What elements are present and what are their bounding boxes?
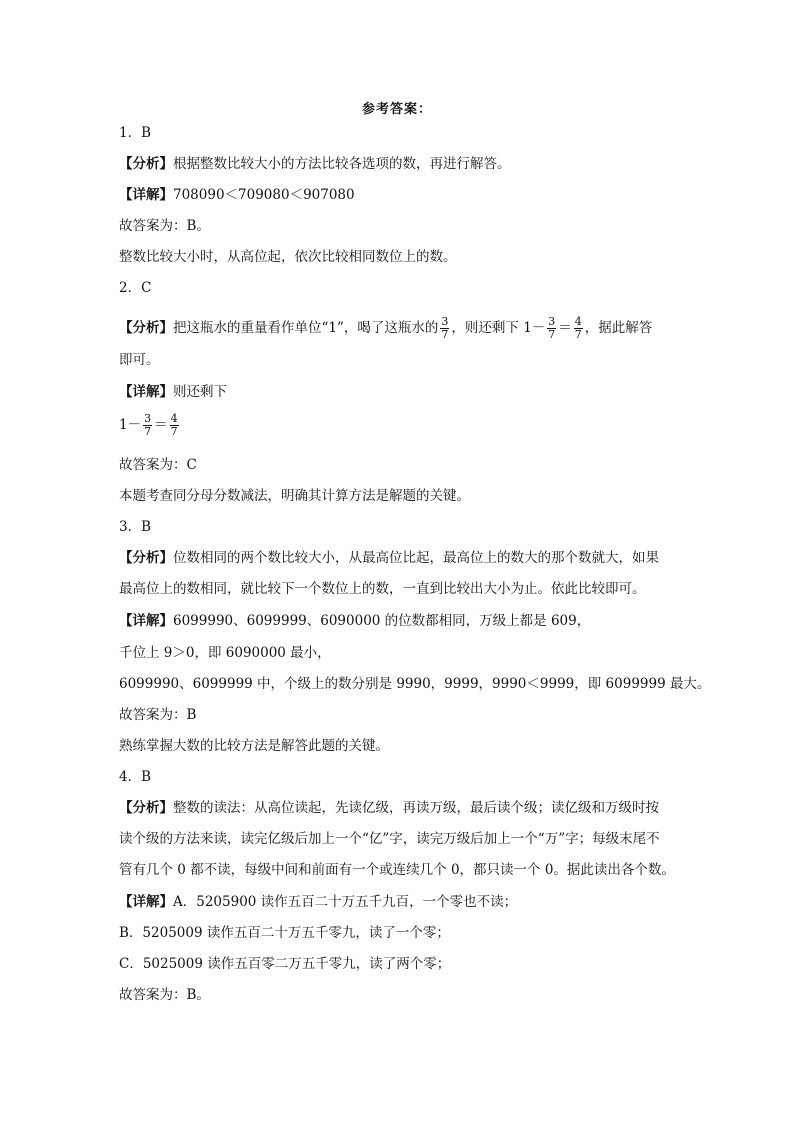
- q2-analysis-line2: 即可。: [119, 352, 160, 368]
- fraction-three-sevenths: [440, 316, 449, 341]
- analysis-tag: 【分析】: [119, 800, 173, 816]
- q2-head: 2．C: [119, 280, 152, 296]
- calc-text-a: 1－: [119, 417, 142, 433]
- q2-note: 本题考查同分母分数减法，明确其计算方法是解题的关键。: [119, 488, 470, 504]
- q4-detail-text: A．5205900 读作五百二十万五千九百，一个零也不读；: [173, 894, 518, 910]
- q4-analysis-line3: 管有几个 0 都不读，每级中间和前面有一个或连续几个 0，都只读一个 0。据此读出各个数。: [119, 862, 675, 878]
- fraction-denominator: 7: [144, 425, 152, 438]
- q3-detail-line2: 千位上 9＞0，即 6090000 最小，: [119, 645, 331, 661]
- fraction-four-sevenths: [170, 413, 179, 438]
- q2-analysis-text-a: 把这瓶水的重量看作单位“1”，喝了这瓶水的: [173, 320, 439, 336]
- q4-detail: [119, 892, 679, 912]
- q4-analysis: [119, 798, 679, 818]
- q1-answer: 故答案为：B。: [119, 218, 210, 234]
- analysis-tag: 【分析】: [119, 550, 173, 566]
- q3-detail-line3: 6099990、6099999 中，个级上的数分别是 9990，9999，9990＜9999，即 6099999 最大。: [119, 676, 711, 692]
- analysis-tag: 【分析】: [119, 156, 173, 172]
- analysis-tag: 【分析】: [119, 320, 173, 336]
- fraction-numerator: 3: [548, 315, 556, 328]
- fraction-three-sevenths: [547, 316, 556, 341]
- q4-answer: 故答案为：B。: [119, 987, 210, 1003]
- q1-head: 1．B: [119, 125, 152, 141]
- fraction-four-sevenths: [574, 316, 583, 341]
- detail-tag: 【详解】: [119, 613, 173, 629]
- detail-tag: 【详解】: [119, 187, 173, 203]
- q4-analysis-line2: 读个级的方法来读，读完亿级后加上一个“亿”字，读完万级后加上一个“万”字；每级末尾不: [119, 831, 660, 847]
- q1-analysis-text: 根据整数比较大小的方法比较各选项的数，再进行解答。: [173, 156, 511, 172]
- q3-head: 3．B: [119, 519, 152, 535]
- q1-detail: [119, 185, 679, 205]
- q1-analysis: [119, 154, 679, 174]
- fraction-denominator: 7: [170, 425, 178, 438]
- fraction-denominator: 7: [574, 328, 582, 341]
- q4-detail-line2: B．5205009 读作五百二十万五千零九，读了一个零；: [119, 925, 450, 941]
- fraction-three-sevenths: [143, 413, 152, 438]
- fraction-numerator: 3: [441, 315, 449, 328]
- q2-analysis-text-d: ，据此解答: [584, 320, 653, 336]
- q4-detail-line3: C．5025009 读作五百零二万五千零九，读了两个零；: [119, 956, 451, 972]
- q1-note: 整数比较大小时，从高位起，依次比较相同数位上的数。: [119, 249, 457, 265]
- fraction-numerator: 4: [574, 315, 582, 328]
- calc-text-b: ＝: [154, 417, 168, 433]
- q4-head: 4．B: [119, 769, 152, 785]
- fraction-denominator: 7: [441, 328, 449, 341]
- q3-analysis-text: 位数相同的两个数比较大小，从最高位比起，最高位上的数大的那个数就大，如果: [173, 550, 659, 566]
- q3-note: 熟练掌握大数的比较方法是解答此题的关键。: [119, 738, 389, 754]
- fraction-numerator: 3: [144, 412, 152, 425]
- q3-analysis-line2: 最高位上的数相同，就比较下一个数位上的数，一直到比较出大小为止。依此比较即可。: [119, 581, 646, 597]
- q2-analysis: [119, 315, 679, 341]
- q2-detail: [119, 382, 679, 402]
- fraction-numerator: 4: [170, 412, 178, 425]
- q2-answer: 故答案为：C: [119, 457, 197, 473]
- q3-detail-text: 6099990、6099999、6090000 的位数都相同，万级上都是 609，: [173, 613, 591, 629]
- q2-detail-text: 则还剩下: [173, 384, 227, 400]
- detail-tag: 【详解】: [119, 384, 173, 400]
- q1-detail-text: 708090＜709080＜907080: [173, 187, 355, 203]
- q2-analysis-text-b: ，则还剩下 1－: [451, 320, 546, 336]
- q3-analysis: [119, 548, 679, 568]
- q2-analysis-text-c: ＝: [558, 320, 572, 336]
- q4-analysis-text: 整数的读法：从高位读起，先读亿级，再读万级，最后读个级；读亿级和万级时按: [173, 800, 659, 816]
- q3-answer: 故答案为：B: [119, 707, 197, 723]
- page-title: 参考答案：: [361, 102, 432, 117]
- q2-calculation: [119, 412, 679, 438]
- q3-detail: [119, 611, 679, 631]
- fraction-denominator: 7: [548, 328, 556, 341]
- detail-tag: 【详解】: [119, 894, 173, 910]
